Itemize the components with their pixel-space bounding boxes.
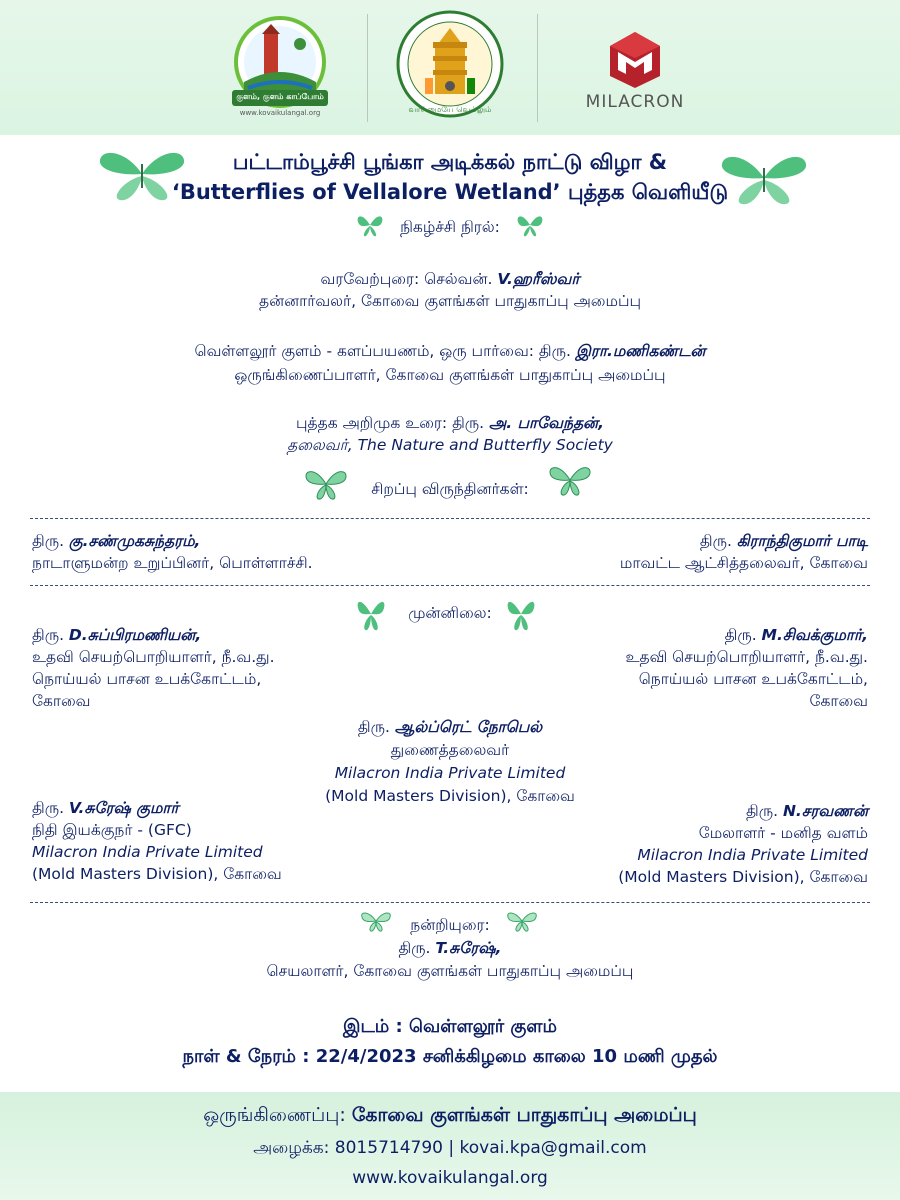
thanks-prefix: திரு. xyxy=(398,939,436,957)
milacron-wordmark: MILACRON xyxy=(585,92,685,112)
presence-heading: முன்னிலை: xyxy=(408,604,492,622)
guests-heading: சிறப்பு விருந்தினர்கள்: xyxy=(371,480,529,498)
footer-contact: அழைக்க: 8015714790 | kovai.kpa@gmail.com xyxy=(253,1138,647,1158)
presence-line: நிதி இயக்குநர் - (GFC) xyxy=(32,821,192,839)
guest-prefix: திரு. xyxy=(699,532,737,550)
presence-prefix: திரு. xyxy=(32,799,69,817)
tamil-nadu-emblem xyxy=(385,8,515,126)
thanks-desc: செயலாளர், கோவை குளங்கள் பாதுகாப்பு அமைப்பு xyxy=(266,962,634,980)
guest-desc: நாடாளுமன்ற உறுப்பினர், பொள்ளாச்சி. xyxy=(32,554,313,572)
logo1-caption: குளம், குளம் காப்போம் xyxy=(236,92,324,101)
presence-prefix: திரு. xyxy=(32,626,69,644)
guest-name: கு.சண்முகசுந்தரம், xyxy=(68,532,201,550)
programme-name: V.ஹரீஸ்வர் xyxy=(497,270,580,288)
presence-line: கோவை xyxy=(809,692,868,710)
presence-line: (Mold Masters Division), கோவை xyxy=(618,868,868,886)
presence-line: Milacron India Private Limited xyxy=(637,846,868,864)
presence-line: துணைத்தலைவர் xyxy=(390,741,510,759)
programme-desc-3: தலைவர், The Nature and Butterfly Society xyxy=(287,436,613,454)
presence-name: V.சுரேஷ் குமார் xyxy=(68,799,179,817)
programme-name: இரா.மணிகண்டன் xyxy=(575,342,706,360)
presence-line: நொய்யல் பாசன உபக்கோட்டம், xyxy=(638,670,868,688)
programme-role: வரவேற்புரை: செல்வன். xyxy=(320,270,498,288)
dashed-divider xyxy=(30,585,870,586)
presence-line: உதவி செயற்பொறியாளர், நீ.வ.து. xyxy=(32,648,275,666)
programme-name: அ. பாவேந்தன், xyxy=(489,414,604,432)
programme-heading: நிகழ்ச்சி நிரல்: xyxy=(400,218,500,236)
dashed-divider xyxy=(30,518,870,519)
footer-website[interactable]: www.kovaikulangal.org xyxy=(352,1168,548,1188)
programme-item-3 xyxy=(0,414,900,434)
presence-line: Milacron India Private Limited xyxy=(32,843,263,861)
footer-org-name: கோவை குளங்கள் பாதுகாப்பு அமைப்பு xyxy=(351,1104,697,1126)
presence-left-1 xyxy=(32,624,275,712)
presence-left-2 xyxy=(32,797,282,885)
presence-line: Milacron India Private Limited xyxy=(334,764,566,782)
venue-place: இடம் : வெள்ளலூர் குளம் xyxy=(342,1016,558,1037)
programme-desc-2: ஒருங்கிணைப்பாளர், கோவை குளங்கள் பாதுகாப்பு அமைப்பு xyxy=(234,366,666,384)
programme-item-1 xyxy=(0,270,900,290)
milacron-logo xyxy=(580,30,690,125)
programme-desc-1: தன்னார்வலர், கோவை குளங்கள் பாதுகாப்பு அமைப்பு xyxy=(258,292,642,310)
presence-line: நொய்யல் பாசன உபக்கோட்டம், xyxy=(32,670,262,688)
presence-right-1 xyxy=(625,624,868,712)
presence-prefix: திரு. xyxy=(724,626,762,644)
presence-right-2 xyxy=(618,800,868,888)
guest-desc: மாவட்ட ஆட்சித்தலைவர், கோவை xyxy=(619,554,868,572)
thanks-block xyxy=(0,914,900,983)
footer-org-label: ஒருங்கிணைப்பு: xyxy=(203,1104,352,1126)
guest-name: கிராந்திகுமார் பாடி xyxy=(736,532,868,550)
guest-right xyxy=(620,530,868,574)
presence-line: கோவை xyxy=(32,692,91,710)
divider xyxy=(537,14,538,122)
presence-name: D.சுப்பிரமணியன், xyxy=(68,626,202,644)
presence-center xyxy=(0,716,900,808)
venue-datetime: நாள் & நேரம் : 22/4/2023 சனிக்கிழமை காலை 10 மணி முதல் xyxy=(182,1046,718,1067)
divider xyxy=(367,14,368,122)
presence-line: (Mold Masters Division), கோவை xyxy=(325,787,575,805)
presence-line: உதவி செயற்பொறியாளர், நீ.வ.து. xyxy=(625,648,868,666)
presence-name: M.சிவக்குமார், xyxy=(761,626,868,644)
presence-prefix: திரு. xyxy=(357,718,395,736)
kovai-kulangal-logo xyxy=(210,12,350,122)
dashed-divider xyxy=(30,902,870,903)
guest-prefix: திரு. xyxy=(32,532,69,550)
logo2-motto: வாய்மையே வெல்லும் xyxy=(408,105,492,114)
footer-organiser xyxy=(0,1104,900,1129)
presence-line: மேலாளர் - மனித வளம் xyxy=(698,824,868,842)
presence-line: (Mold Masters Division), கோவை xyxy=(32,865,282,883)
programme-item-2 xyxy=(0,342,900,362)
presence-name: ஆல்ப்ரெட் நோபெல் xyxy=(394,718,543,736)
programme-role: புத்தக அறிமுக உரை: திரு. xyxy=(296,414,490,432)
programme-role: வெள்ளலூர் குளம் - களப்பயணம், ஒரு பார்வை: திரு. xyxy=(194,342,576,360)
presence-prefix: திரு. xyxy=(746,802,783,820)
guest-left xyxy=(32,530,313,574)
presence-name: N.சரவணன் xyxy=(782,802,868,820)
thanks-heading: நன்றியுரை: xyxy=(410,916,490,934)
logo1-url: www.kovaikulangal.org xyxy=(239,109,321,117)
event-title-line1: பட்டாம்பூச்சி பூங்கா அடிக்கல் நாட்டு விழா & xyxy=(232,150,668,174)
thanks-name: T.சுரேஷ், xyxy=(435,939,502,957)
event-title-line2: ‘Butterflies of Vellalore Wetland’ புத்தக வெளியீடு xyxy=(171,180,729,204)
